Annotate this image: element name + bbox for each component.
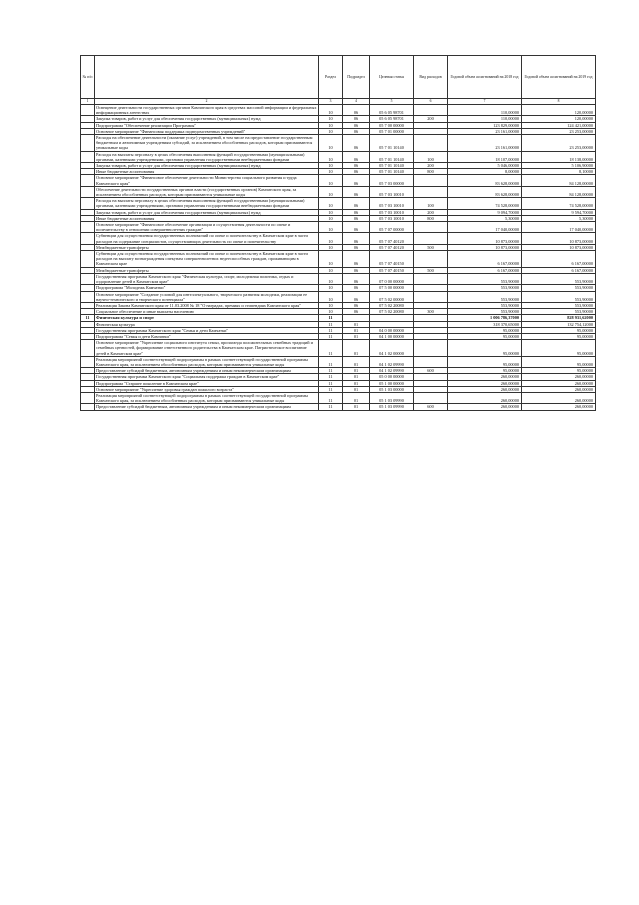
- column-index: 7: [448, 99, 522, 105]
- row-amount-2018-cell: 110,00000: [448, 105, 522, 116]
- row-razdel-cell: 10: [319, 244, 343, 250]
- row-amount-2019-cell: 6 167,00000: [522, 267, 596, 273]
- row-amount-2018-cell: 5,30000: [448, 215, 522, 221]
- row-name-cell: Расходы на обеспечение деятельности (оказание услуг) учреждений, в том числе на предоставление государственным бюджетным и автономным учреждениям субсидий, за исключением обособленных расходов, которым присваиваются уникальные коды: [95, 135, 319, 152]
- column-index: 5: [370, 99, 414, 105]
- row-expense-type-cell: 200: [414, 209, 448, 215]
- row-amount-2019-cell: 74 528,00000: [522, 198, 596, 209]
- row-podrazdel-cell: 06: [343, 151, 370, 162]
- row-amount-2019-cell: 260,00000: [522, 392, 596, 403]
- row-razdel-cell: 11: [319, 321, 343, 327]
- header-amount-2018: Годовой объем ассигнований на 2018 год: [448, 56, 522, 99]
- row-razdel-cell: 10: [319, 209, 343, 215]
- row-amount-2018-cell: 95,00000: [448, 368, 522, 374]
- row-amount-2018-cell: 123 829,00000: [448, 122, 522, 128]
- header-num: № п/п: [81, 56, 95, 99]
- row-expense-type-cell: [414, 392, 448, 403]
- row-target-article-cell: 05 7 03 10010: [370, 209, 414, 215]
- row-amount-2018-cell: 95,00000: [448, 327, 522, 333]
- row-expense-type-cell: [414, 273, 448, 284]
- row-podrazdel-cell: 06: [343, 175, 370, 186]
- row-target-article-cell: 05 0 00 00000: [370, 374, 414, 380]
- row-amount-2019-cell: 260,00000: [522, 380, 596, 386]
- row-podrazdel-cell: 06: [343, 244, 370, 250]
- row-amount-2019-cell: 10 873,00000: [522, 233, 596, 244]
- row-podrazdel-cell: 01: [343, 327, 370, 333]
- table-row: [81, 105, 596, 116]
- row-amount-2019-cell: 95,00000: [522, 356, 596, 367]
- row-expense-type-cell: 500: [414, 267, 448, 273]
- row-amount-2019-cell: 95,00000: [522, 368, 596, 374]
- row-amount-2019-cell: 95,00000: [522, 333, 596, 339]
- row-name-cell: Основное мероприятие "Финансовое обеспечение организации и осуществления деятельности по опеке и попечительству в отношении совершеннолетних граждан": [95, 222, 319, 233]
- row-razdel-cell: 10: [319, 309, 343, 315]
- table-row: [81, 186, 596, 197]
- row-target-article-cell: 07 5 00 00000: [370, 285, 414, 291]
- row-amount-2019-cell: 120,00000: [522, 105, 596, 116]
- header-expense-type: Вид расходов: [414, 56, 448, 99]
- row-amount-2019-cell: 8,10000: [522, 169, 596, 175]
- row-amount-2018-cell: 83 628,00000: [448, 175, 522, 186]
- row-amount-2018-cell: 10 873,00000: [448, 233, 522, 244]
- table-row: [81, 273, 596, 284]
- row-podrazdel-cell: 06: [343, 163, 370, 169]
- header-podrazdel: Подраздел: [343, 56, 370, 99]
- row-amount-2018-cell: 18 107,00000: [448, 151, 522, 162]
- column-index: 4: [343, 99, 370, 105]
- row-podrazdel-cell: 01: [343, 321, 370, 327]
- row-target-article-cell: 04 0 00 00000: [370, 327, 414, 333]
- row-expense-type-cell: 200: [414, 163, 448, 169]
- row-podrazdel-cell: 01: [343, 333, 370, 339]
- budget-table-sheet: [80, 55, 595, 411]
- row-amount-2019-cell: 9 594,70000: [522, 209, 596, 215]
- row-podrazdel-cell: 01: [343, 392, 370, 403]
- row-target-article-cell: 05 7 03 10010: [370, 186, 414, 197]
- row-podrazdel-cell: 06: [343, 198, 370, 209]
- row-expense-type-cell: 100: [414, 151, 448, 162]
- table-row: [81, 251, 596, 268]
- row-amount-2019-cell: 553,90000: [522, 273, 596, 284]
- table-row: [81, 356, 596, 367]
- row-razdel-cell: 11: [319, 374, 343, 380]
- row-name-cell: Закупка товаров, работ и услуг для обеспечения государственных (муниципальных) нужд: [95, 163, 319, 169]
- row-target-article-cell: 05 7 03 10010: [370, 198, 414, 209]
- row-target-article-cell: 04 1 00 00000: [370, 333, 414, 339]
- row-expense-type-cell: [414, 251, 448, 268]
- row-name-cell: Физическая культура: [95, 321, 319, 327]
- row-number-cell: [81, 135, 95, 152]
- row-target-article-cell: 05 1 03 00000: [370, 386, 414, 392]
- row-razdel-cell: 11: [319, 404, 343, 410]
- row-podrazdel-cell: 06: [343, 105, 370, 116]
- row-amount-2019-cell: 553,90000: [522, 291, 596, 302]
- row-amount-2018-cell: 553,90000: [448, 273, 522, 284]
- row-name-cell: Межбюджетные трансферты: [95, 244, 319, 250]
- row-amount-2018-cell: 260,00000: [448, 392, 522, 403]
- table-row: [81, 233, 596, 244]
- row-number-cell: [81, 233, 95, 244]
- row-expense-type-cell: [414, 291, 448, 302]
- row-amount-2019-cell: 95,00000: [522, 340, 596, 357]
- row-amount-2019-cell: 17 040,00000: [522, 222, 596, 233]
- row-name-cell: Предоставление субсидий бюджетным, автономным учреждениям и иным некоммерческим организациям: [95, 404, 319, 410]
- row-name-cell: Межбюджетные трансферты: [95, 267, 319, 273]
- row-name-cell: Основное мероприятие "Создание условий для интеллектуального, творческого развития молодежи, реализации ее научно-технического и творческого потенциала": [95, 291, 319, 302]
- row-target-article-cell: 05 7 01 00000: [370, 128, 414, 134]
- row-expense-type-cell: 800: [414, 215, 448, 221]
- row-podrazdel-cell: 06: [343, 251, 370, 268]
- row-number-cell: 11: [81, 315, 95, 321]
- row-razdel-cell: 11: [319, 327, 343, 333]
- row-target-article-cell: 05 7 01 10140: [370, 151, 414, 162]
- row-razdel-cell: 10: [319, 251, 343, 268]
- row-amount-2018-cell: 318 370,65000: [448, 321, 522, 327]
- row-amount-2019-cell: 23 253,00000: [522, 135, 596, 152]
- row-razdel-cell: 10: [319, 128, 343, 134]
- row-name-cell: Основное мероприятие "Финансовое обеспечение деятельности Министерства социального развития и труда Камчатского края": [95, 175, 319, 186]
- row-number-cell: [81, 175, 95, 186]
- row-number-cell: [81, 356, 95, 367]
- row-razdel-cell: 10: [319, 198, 343, 209]
- table-row: [81, 404, 596, 410]
- row-amount-2018-cell: 260,00000: [448, 404, 522, 410]
- row-razdel-cell: 10: [319, 222, 343, 233]
- row-name-cell: Социальное обеспечение и иные выплаты населению: [95, 309, 319, 315]
- row-razdel-cell: 10: [319, 186, 343, 197]
- row-expense-type-cell: 200: [414, 116, 448, 122]
- row-amount-2019-cell: 18 138,00000: [522, 151, 596, 162]
- row-podrazdel-cell: 01: [343, 404, 370, 410]
- row-amount-2019-cell: 132 754,12000: [522, 321, 596, 327]
- row-amount-2019-cell: 260,00000: [522, 374, 596, 380]
- column-index: 8: [522, 99, 596, 105]
- row-number-cell: [81, 392, 95, 403]
- row-target-article-cell: 05 7 03 10010: [370, 215, 414, 221]
- row-razdel-cell: 10: [319, 105, 343, 116]
- row-target-article-cell: 05 7 00 00000: [370, 122, 414, 128]
- row-expense-type-cell: 800: [414, 169, 448, 175]
- header-name: [95, 56, 319, 99]
- row-razdel-cell: 10: [319, 302, 343, 308]
- row-amount-2019-cell: 124 421,00000: [522, 122, 596, 128]
- table-header-row: [81, 56, 596, 99]
- row-razdel-cell: 11: [319, 392, 343, 403]
- row-razdel-cell: 10: [319, 135, 343, 152]
- column-index: 6: [414, 99, 448, 105]
- row-name-cell: Закупка товаров, работ и услуг для обеспечения государственных (муниципальных) нужд: [95, 116, 319, 122]
- row-amount-2018-cell: 9 094,70000: [448, 209, 522, 215]
- row-expense-type-cell: [414, 175, 448, 186]
- row-podrazdel-cell: 01: [343, 386, 370, 392]
- row-podrazdel-cell: 06: [343, 116, 370, 122]
- row-amount-2019-cell: 84 128,00000: [522, 175, 596, 186]
- row-amount-2018-cell: 6 167,00000: [448, 251, 522, 268]
- row-podrazdel-cell: 06: [343, 267, 370, 273]
- row-amount-2018-cell: 10 873,00000: [448, 244, 522, 250]
- row-target-article-cell: 05 7 07 40120: [370, 244, 414, 250]
- row-target-article-cell: 05 7 07 40150: [370, 267, 414, 273]
- row-number-cell: [81, 340, 95, 357]
- row-name-cell: Расходы на выплаты персоналу в целях обеспечения выполнения функций государственными (муниципальными) органами, казенными учреждениями, органами управления государственными внебюджетными фондами: [95, 198, 319, 209]
- row-amount-2018-cell: 553,90000: [448, 309, 522, 315]
- row-name-cell: Предоставление субсидий бюджетным, автономным учреждениям и иным некоммерческим организациям: [95, 368, 319, 374]
- row-podrazdel-cell: 06: [343, 233, 370, 244]
- row-name-cell: Подпрограмма "Обеспечение реализации Программы": [95, 122, 319, 128]
- row-number-cell: [81, 105, 95, 116]
- row-expense-type-cell: [414, 233, 448, 244]
- row-razdel-cell: 10: [319, 285, 343, 291]
- row-expense-type-cell: 500: [414, 244, 448, 250]
- row-name-cell: Иные бюджетные ассигнования: [95, 215, 319, 221]
- row-podrazdel-cell: 06: [343, 186, 370, 197]
- row-amount-2019-cell: 84 128,00000: [522, 186, 596, 197]
- row-target-article-cell: 05 7 01 10140: [370, 135, 414, 152]
- row-razdel-cell: 10: [319, 291, 343, 302]
- row-amount-2018-cell: 95,00000: [448, 356, 522, 367]
- row-podrazdel-cell: 06: [343, 302, 370, 308]
- row-expense-type-cell: [414, 135, 448, 152]
- row-target-article-cell: 04 1 02 00000: [370, 340, 414, 357]
- table-row: [81, 175, 596, 186]
- row-razdel-cell: 11: [319, 340, 343, 357]
- row-target-article-cell: 07 0 00 00000: [370, 273, 414, 284]
- row-name-cell: Государственная программа Камчатского края "Социальная поддержка граждан в Камчатском крае": [95, 374, 319, 380]
- row-razdel-cell: 11: [319, 333, 343, 339]
- row-name-cell: Государственная программа Камчатского края "Семья и дети Камчатки": [95, 327, 319, 333]
- row-target-article-cell: 04 1 02 09990: [370, 368, 414, 374]
- row-amount-2019-cell: 260,00000: [522, 404, 596, 410]
- row-name-cell: Субвенции для осуществления государственных полномочий по опеке и попечительству в Камчатском крае в части расходов на содержание специалистов, осуществляющих деятельность по опеке и попечительству: [95, 233, 319, 244]
- row-podrazdel-cell: 06: [343, 309, 370, 315]
- column-index: 3: [319, 99, 343, 105]
- column-index: 2: [95, 99, 319, 105]
- row-razdel-cell: 10: [319, 163, 343, 169]
- row-amount-2019-cell: 828 931,62000: [522, 315, 596, 321]
- row-amount-2018-cell: 110,00000: [448, 116, 522, 122]
- row-amount-2019-cell: 5 106,90000: [522, 163, 596, 169]
- row-number-cell: [81, 151, 95, 162]
- row-number-cell: [81, 404, 95, 410]
- row-number-cell: [81, 198, 95, 209]
- row-name-cell: Основное мероприятие "Финансовая поддержка подведомственных учреждений": [95, 128, 319, 134]
- row-expense-type-cell: [414, 222, 448, 233]
- row-target-article-cell: 05 6 05 98701: [370, 105, 414, 116]
- row-podrazdel-cell: 06: [343, 273, 370, 284]
- row-name-cell: Расходы на выплаты персоналу в целях обеспечения выполнения функций государственными (муниципальными) органами, казенными учреждениями, органами управления государственными внебюджетными фондами: [95, 151, 319, 162]
- row-name-cell: Обеспечение деятельности государственных органов власти (государственных органов) Камчатского края, за исключением обособленных расходов, которым присваиваются уникальные коды: [95, 186, 319, 197]
- row-amount-2018-cell: 553,90000: [448, 285, 522, 291]
- row-podrazdel-cell: 06: [343, 222, 370, 233]
- row-name-cell: Реализация Закона Камчатского края от 11.03.2008 № 18 "О наградах, премиях и стипендиях Камчатского края": [95, 302, 319, 308]
- row-target-article-cell: 07 5 02 20080: [370, 309, 414, 315]
- table-row: [81, 135, 596, 152]
- row-amount-2019-cell: 95,00000: [522, 327, 596, 333]
- row-amount-2018-cell: 553,90000: [448, 302, 522, 308]
- row-target-article-cell: 04 1 02 09990: [370, 356, 414, 367]
- row-amount-2018-cell: 23 161,00000: [448, 128, 522, 134]
- row-amount-2019-cell: 553,90000: [522, 285, 596, 291]
- row-number-cell: [81, 186, 95, 197]
- row-razdel-cell: 10: [319, 151, 343, 162]
- row-podrazdel-cell: 06: [343, 291, 370, 302]
- row-name-cell: Реализация мероприятий соответствующей подпрограммы в рамках соответствующей государственной программы Камчатского края, за исключением обособленных расходов, которым присваиваются уникальные коды: [95, 356, 319, 367]
- row-expense-type-cell: [414, 105, 448, 116]
- row-target-article-cell: 05 7 07 40150: [370, 251, 414, 268]
- row-razdel-cell: 11: [319, 380, 343, 386]
- row-amount-2018-cell: 260,00000: [448, 386, 522, 392]
- row-name-cell: Подпрограмма "Молодежь Камчатки": [95, 285, 319, 291]
- row-amount-2018-cell: 17 040,00000: [448, 222, 522, 233]
- row-razdel-cell: 11: [319, 356, 343, 367]
- row-amount-2018-cell: 95,00000: [448, 340, 522, 357]
- row-name-cell: Закупка товаров, работ и услуг для обеспечения государственных (муниципальных) нужд: [95, 209, 319, 215]
- row-podrazdel-cell: 01: [343, 340, 370, 357]
- row-name-cell: Основное мероприятие "Укрепление социального института семьи, пропаганда положительных семейных традиций и семейных ценностей, формирование ответственного родительства в Камчатском крае. Патриотическое воспитание детей в Камчатском крае": [95, 340, 319, 357]
- row-number-cell: [81, 251, 95, 268]
- budget-allocation-table: [80, 55, 596, 411]
- row-name-cell: Подпрограмма "Старшее поколение в Камчатском крае": [95, 380, 319, 386]
- row-amount-2018-cell: 83 628,00000: [448, 186, 522, 197]
- row-amount-2019-cell: 260,00000: [522, 386, 596, 392]
- table-body: [81, 105, 596, 411]
- row-razdel-cell: 10: [319, 169, 343, 175]
- row-podrazdel-cell: 01: [343, 380, 370, 386]
- row-amount-2018-cell: 6 167,00000: [448, 267, 522, 273]
- row-razdel-cell: 10: [319, 233, 343, 244]
- row-target-article-cell: 07 5 02 00000: [370, 291, 414, 302]
- row-amount-2019-cell: 553,90000: [522, 302, 596, 308]
- row-podrazdel-cell: 01: [343, 368, 370, 374]
- table-row: [81, 340, 596, 357]
- row-name-cell: Реализация мероприятий соответствующей подпрограммы в рамках соответствующей государственной программы Камчатского края, за исключением обособленных расходов, которым присваиваются уникальные коды: [95, 392, 319, 403]
- row-podrazdel-cell: 06: [343, 135, 370, 152]
- row-expense-type-cell: 600: [414, 368, 448, 374]
- row-target-article-cell: 05 1 03 09990: [370, 404, 414, 410]
- row-name-cell: Субвенции для осуществления государственных полномочий по опеке и попечительству в Камчатском крае в части расходов на выплату вознаграждения опекунам совершеннолетних недееспособных граждан, проживающим в Камчатском крае: [95, 251, 319, 268]
- row-expense-type-cell: 300: [414, 309, 448, 315]
- row-name-cell: Физическая культура и спорт: [95, 315, 319, 321]
- column-index: 1: [81, 99, 95, 105]
- row-razdel-cell: 10: [319, 175, 343, 186]
- row-expense-type-cell: 600: [414, 404, 448, 410]
- row-amount-2019-cell: 23 253,00000: [522, 128, 596, 134]
- row-target-article-cell: 05 6 05 98701: [370, 116, 414, 122]
- row-razdel-cell: 10: [319, 122, 343, 128]
- row-podrazdel-cell: 01: [343, 356, 370, 367]
- row-target-article-cell: 05 1 00 00000: [370, 380, 414, 386]
- row-amount-2019-cell: 5,30000: [522, 215, 596, 221]
- table-row: [81, 222, 596, 233]
- row-name-cell: Иные бюджетные ассигнования: [95, 169, 319, 175]
- row-expense-type-cell: [414, 186, 448, 197]
- row-amount-2018-cell: 8,00000: [448, 169, 522, 175]
- row-podrazdel-cell: 06: [343, 209, 370, 215]
- row-target-article-cell: 05 7 01 10140: [370, 163, 414, 169]
- table-row: [81, 198, 596, 209]
- table-row: [81, 392, 596, 403]
- table-row: [81, 291, 596, 302]
- row-amount-2018-cell: 260,00000: [448, 380, 522, 386]
- row-razdel-cell: 11: [319, 315, 343, 321]
- row-amount-2019-cell: 120,00000: [522, 116, 596, 122]
- row-razdel-cell: 10: [319, 215, 343, 221]
- row-podrazdel-cell: 06: [343, 128, 370, 134]
- header-target-article: Целевая статья: [370, 56, 414, 99]
- row-expense-type-cell: [414, 356, 448, 367]
- row-amount-2019-cell: 553,90000: [522, 309, 596, 315]
- row-amount-2019-cell: 10 873,00000: [522, 244, 596, 250]
- row-razdel-cell: 10: [319, 273, 343, 284]
- row-podrazdel-cell: 06: [343, 215, 370, 221]
- row-razdel-cell: 10: [319, 267, 343, 273]
- row-razdel-cell: 10: [319, 116, 343, 122]
- row-podrazdel-cell: 01: [343, 374, 370, 380]
- row-razdel-cell: 11: [319, 386, 343, 392]
- row-number-cell: [81, 291, 95, 302]
- row-name-cell: Государственная программа Камчатского края "Физическая культура, спорт, молодежная политика, отдых и оздоровление детей в Камчатском крае": [95, 273, 319, 284]
- row-podrazdel-cell: 06: [343, 169, 370, 175]
- row-amount-2018-cell: 5 046,00000: [448, 163, 522, 169]
- row-target-article-cell: 05 7 07 00000: [370, 222, 414, 233]
- header-razdel: Раздел: [319, 56, 343, 99]
- row-name-cell: Подпрограмма "Семья и дети Камчатки": [95, 333, 319, 339]
- header-amount-2019: Годовой объем ассигнований на 2019 год: [522, 56, 596, 99]
- row-amount-2018-cell: 553,90000: [448, 291, 522, 302]
- row-podrazdel-cell: 06: [343, 285, 370, 291]
- row-number-cell: [81, 273, 95, 284]
- row-amount-2018-cell: 1 006 786,37000: [448, 315, 522, 321]
- row-target-article-cell: 05 7 07 40120: [370, 233, 414, 244]
- row-target-article-cell: 05 1 03 09990: [370, 392, 414, 403]
- row-amount-2018-cell: 23 161,00000: [448, 135, 522, 152]
- row-razdel-cell: 11: [319, 368, 343, 374]
- row-target-article-cell: 05 7 01 10140: [370, 169, 414, 175]
- row-name-cell: Основное мероприятие "Укрепление здоровья граждан пожилого возраста": [95, 386, 319, 392]
- row-target-article-cell: 07 5 02 20080: [370, 302, 414, 308]
- row-target-article-cell: 05 7 03 00000: [370, 175, 414, 186]
- row-amount-2018-cell: 74 528,00000: [448, 198, 522, 209]
- row-podrazdel-cell: 06: [343, 122, 370, 128]
- row-amount-2018-cell: 95,00000: [448, 333, 522, 339]
- row-number-cell: [81, 222, 95, 233]
- row-name-cell: Освещение деятельности государственных органов Камчатского края в средствах массовой информации и федеральных информационных агентствах: [96, 105, 317, 116]
- row-amount-2018-cell: 260,00000: [448, 374, 522, 380]
- row-expense-type-cell: [414, 340, 448, 357]
- row-expense-type-cell: 100: [414, 198, 448, 209]
- row-amount-2019-cell: 6 167,00000: [522, 251, 596, 268]
- table-row: [81, 151, 596, 162]
